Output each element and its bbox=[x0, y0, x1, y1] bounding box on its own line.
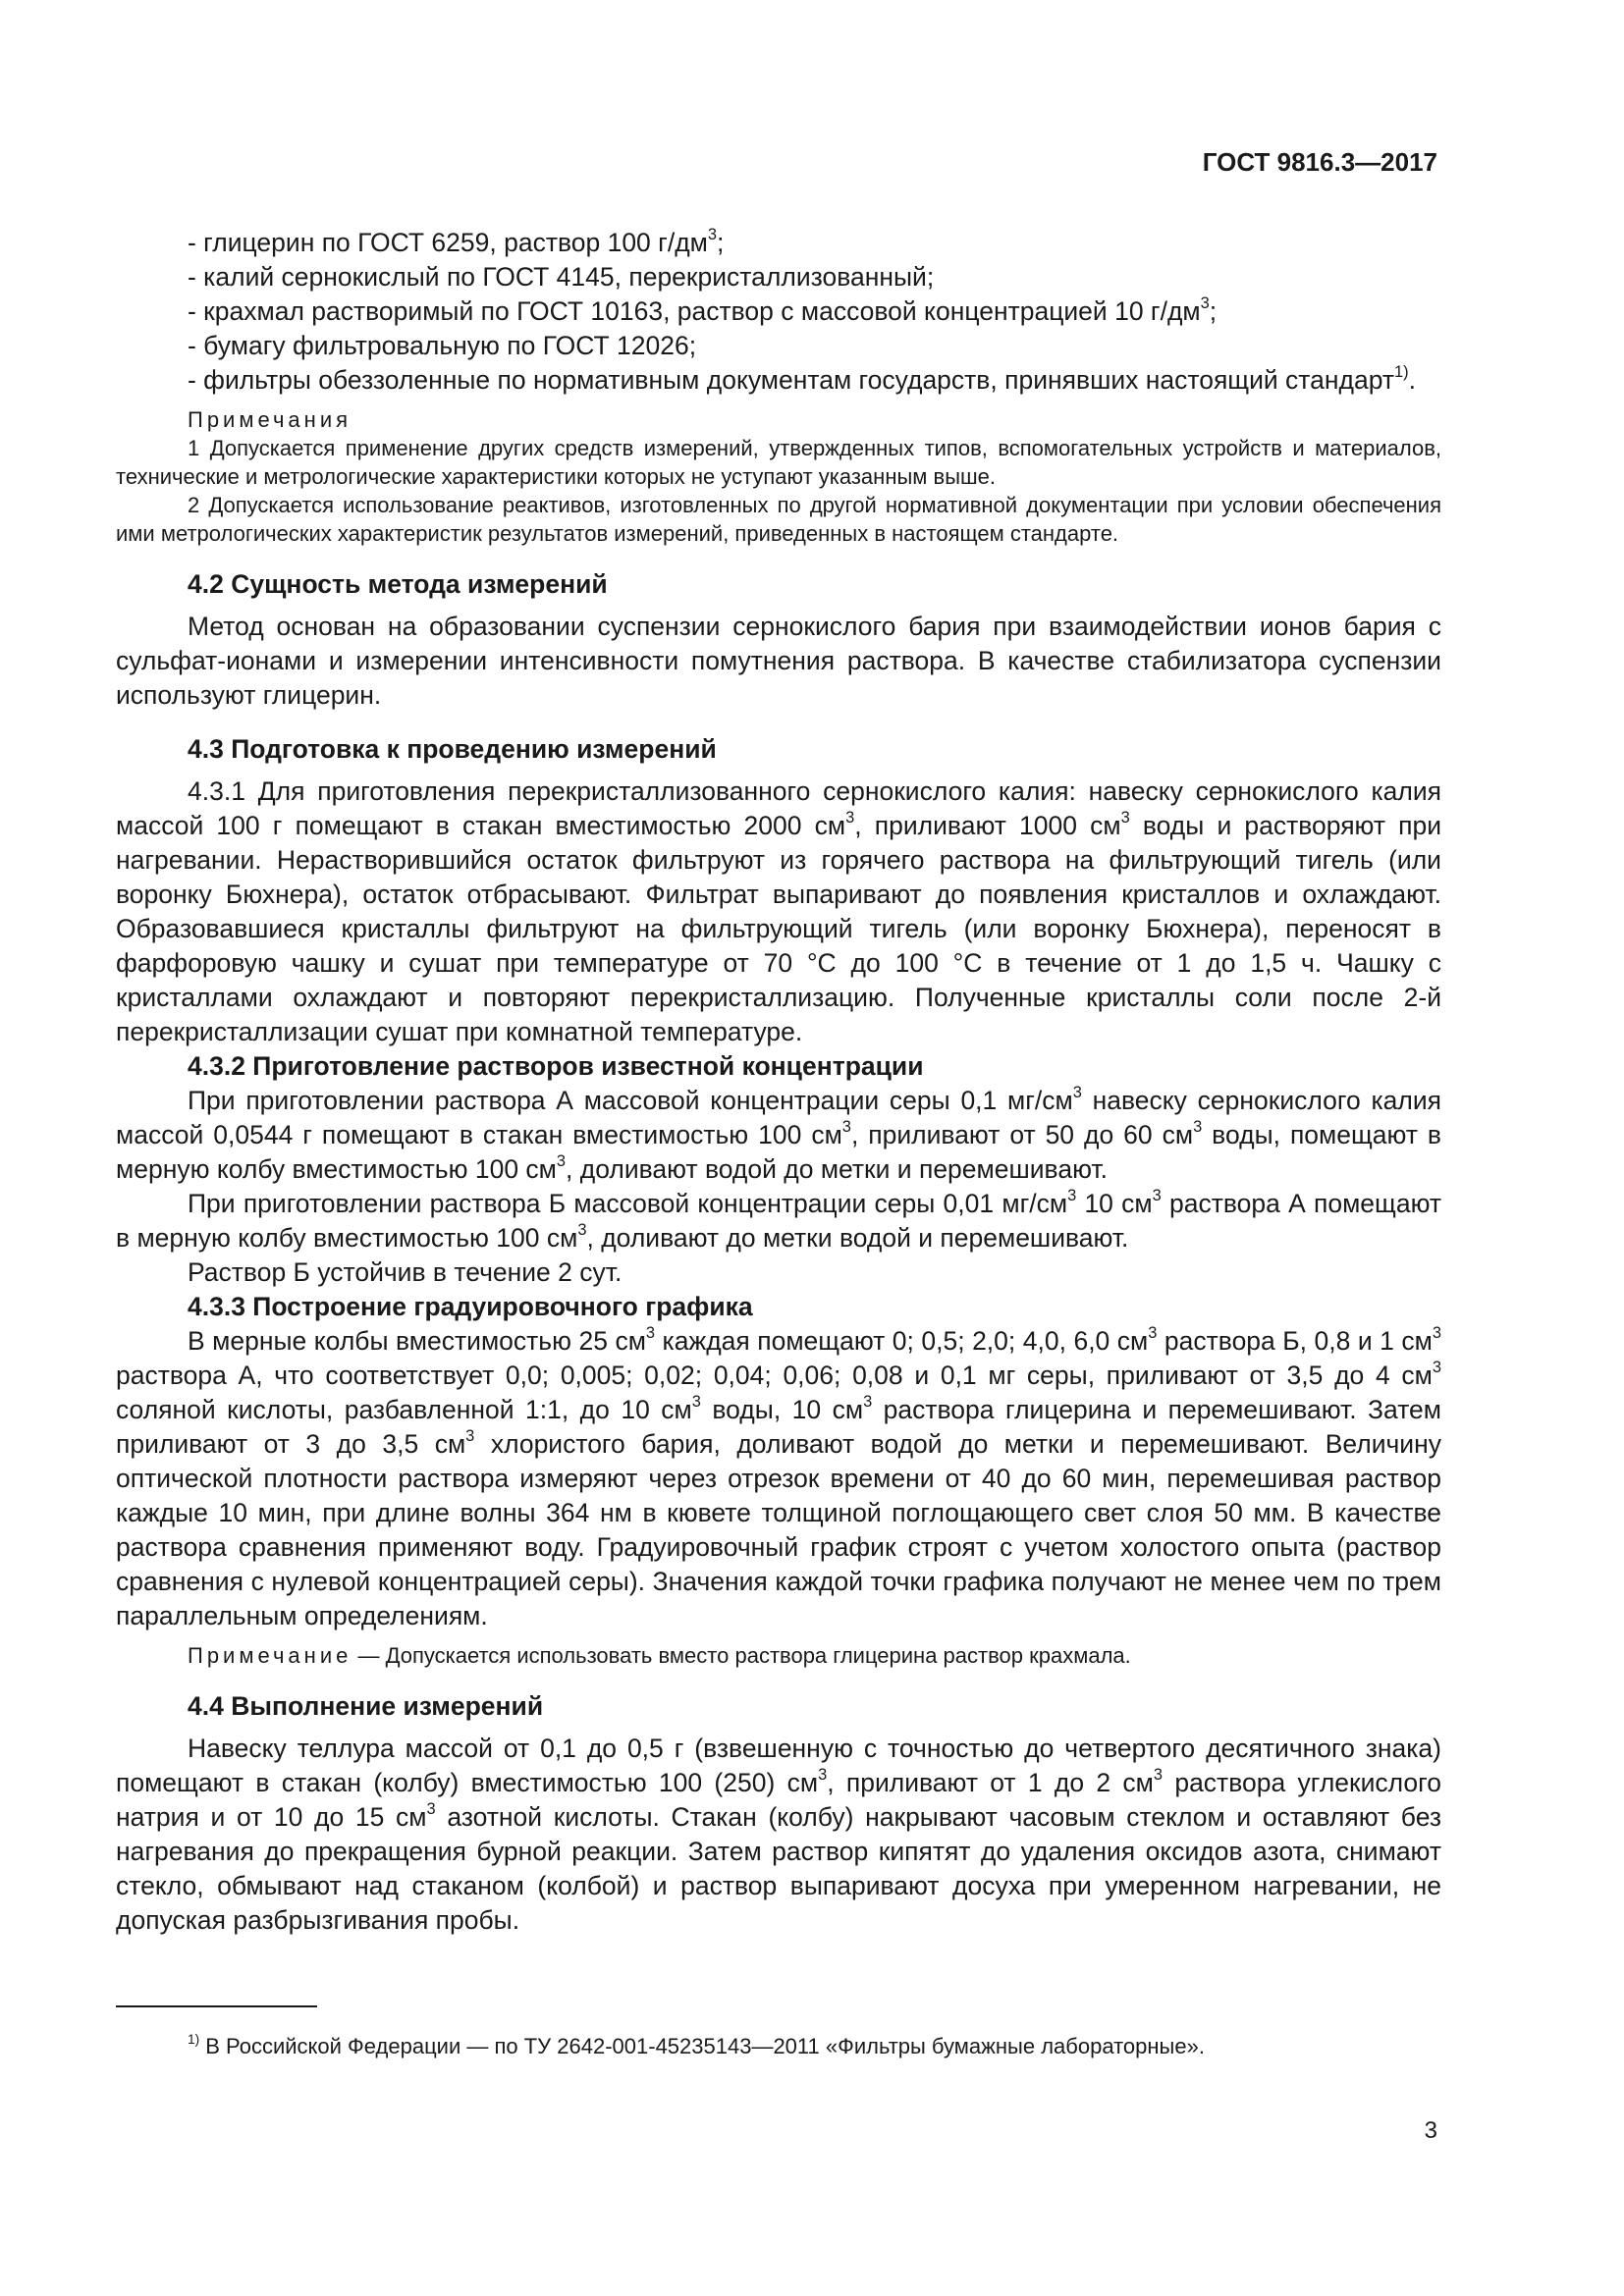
section-4-3-heading: 4.3 Подготовка к проведению измерений bbox=[188, 734, 717, 764]
page-content bbox=[116, 226, 1441, 1938]
footnote-divider bbox=[116, 2005, 317, 2007]
list-item-glycerin: - глицерин по ГОСТ 6259, раствор 100 $г/дм^3$; bbox=[188, 226, 725, 257]
footnote: $^{1)}$ В Российской Федерации — по ТУ 2642-001-45235143—2011 «Фильтры бумажные лабораторные». bbox=[188, 2031, 1205, 2058]
document-code-header: ГОСТ 9816.3—2017 bbox=[1202, 147, 1437, 177]
page-number: 3 bbox=[1424, 2117, 1437, 2144]
paragraph-4-3-1: 4.3.1 Для приготовления перекристаллизованного сернокислого калия: навеску сернокислого калия массой 100 г помещают в стакан вместимостью 2000 $см^3$, приливают 1000 $см^3$ воды и растворяют при нагревании. Нерастворившийся остаток фильтруют из горячего раствора на фильтрующий тигель (или воронку Бюхнера), остаток отбрасывают. Фильтрат выпаривают до появления кристаллов и охлаждают. Образовавшиеся кристаллы фильтруют на фильтрующий тигель (или воронку Бюхнера), переносят в фарфоровую чашку и сушат при температуре от 70 °С до 100 °С в течение от 1 до 1,5 ч. Чашку с кристаллами охлаждают и повторяют перекристаллизацию. Полученные кристаллы соли после 2-й перекристаллизации сушат при комнатной температуре. bbox=[116, 776, 1442, 1046]
paragraph-solution-b-stability: Раствор Б устойчив в течение 2 сут. bbox=[188, 1257, 623, 1287]
notes-title: Примечания bbox=[188, 407, 352, 432]
section-4-4-heading: 4.4 Выполнение измерений bbox=[188, 1691, 544, 1721]
list-item-starch: - крахмал растворимый по ГОСТ 10163, раствор с массовой концентрацией 10 $г/дм^3$; bbox=[188, 294, 1218, 326]
list-item-filter-paper: - бумагу фильтровальную по ГОСТ 12026; bbox=[188, 331, 697, 360]
section-4-2-text: Метод основан на образовании суспензии сернокислого бария при взаимодействии ионов бария с сульфат-ионами и измерении интенсивности помутнения раствора. В качестве стабилизатора суспензии используют глицерин. bbox=[116, 612, 1441, 710]
list-item-potassium-sulfate: - калий сернокислый по ГОСТ 4145, перекристаллизованный; bbox=[188, 262, 935, 292]
section-4-2-heading: 4.2 Сущность метода измерений bbox=[188, 569, 608, 599]
calibration-note: Примечание — Допускается использовать вместо раствора глицерина раствор крахмала. bbox=[188, 1643, 1131, 1668]
section-4-4-text: Навеску теллура массой от 0,1 до 0,5 г (взвешенную с точностью до четвертого десятичного знака) помещают в стакан (колбу) вместимостью 100 (250) $см^3$, приливают от 1 до 2 $см^3$ раствора углекислого натрия и от 10 до 15 $см^3$ азотной кислоты. Стакан (колбу) накрывают часовым стеклом и оставляют без нагревания до прекращения бурной реакции. Затем раствор кипятят до удаления оксидов азота, снимают стекло, обмывают над стаканом (колбой) и раствор выпаривают досуха при умеренном нагревании, не допуская разбрызгивания пробы. bbox=[116, 1734, 1441, 1935]
note-2: 2 Допускается использование реактивов, изготовленных по другой нормативной документации при условии обеспечения ими метрологических характеристик результатов измерений, приведенных в настоящем стандарте. bbox=[116, 493, 1441, 546]
paragraph-solution-a: При приготовлении раствора А массовой концентрации серы 0,1 $мг/см^3$ навеску сернокислого калия массой 0,0544 г помещают в стакан вместимостью 100 $см^3$, приливают от 50 до 60 $см^3$ воды, помещают в мерную колбу вместимостью 100 $см^3$, доливают водой до метки и перемешивают. bbox=[116, 1084, 1441, 1184]
section-4-3-3-heading: 4.3.3 Построение градуировочного графика bbox=[188, 1292, 753, 1321]
paragraph-solution-b: При приготовлении раствора Б массовой концентрации серы 0,01 $мг/см^3$ 10 $см^3$ раствора А помещают в мерную колбу вместимостью 100 $см^3$, доливают до метки водой и перемешивают. bbox=[116, 1187, 1441, 1253]
note-1: 1 Допускается применение других средств измерений, утвержденных типов, вспомогательных устройств и материалов, технические и метрологические характеристики которых не уступают указанным выше. bbox=[116, 436, 1441, 489]
list-item-ashless-filters: - фильтры обеззоленные по нормативным документам государств, принявших настоящий стандарт$^{1)}$. bbox=[188, 363, 1416, 395]
section-4-3-2-heading: 4.3.2 Приготовление растворов известной концентрации bbox=[188, 1051, 924, 1081]
paragraph-calibration: В мерные колбы вместимостью 25 $см^3$ каждая помещают 0; 0,5; 2,0; 4,0, 6,0 $см^3$ раствора Б, 0,8 и 1 $см^3$ раствора А, что соответствует 0,0; 0,005; 0,02; 0,04; 0,06; 0,08 и 0,1 мг серы, приливают от 3,5 до 4 $см^3$ соляной кислоты, разбавленной 1:1, до 10 $см^3$ воды, 10 $см^3$ раствора глицерина и перемешивают. Затем приливают от 3 до 3,5 $см^3$ хлористого бария, доливают водой до метки и перемешивают. Величину оптической плотности раствора измеряют через отрезок времени от 40 до 60 мин, перемешивая раствор каждые 10 мин, при длине волны 364 нм в кювете толщиной поглощающего свет слоя 50 мм. В качестве раствора сравнения применяют воду. Градуировочный график строят с учетом холостого опыта (раствор сравнения с нулевой концентрацией серы). Значения каждой точки графика получают не менее чем по трем параллельным определениям. bbox=[116, 1324, 1442, 1630]
